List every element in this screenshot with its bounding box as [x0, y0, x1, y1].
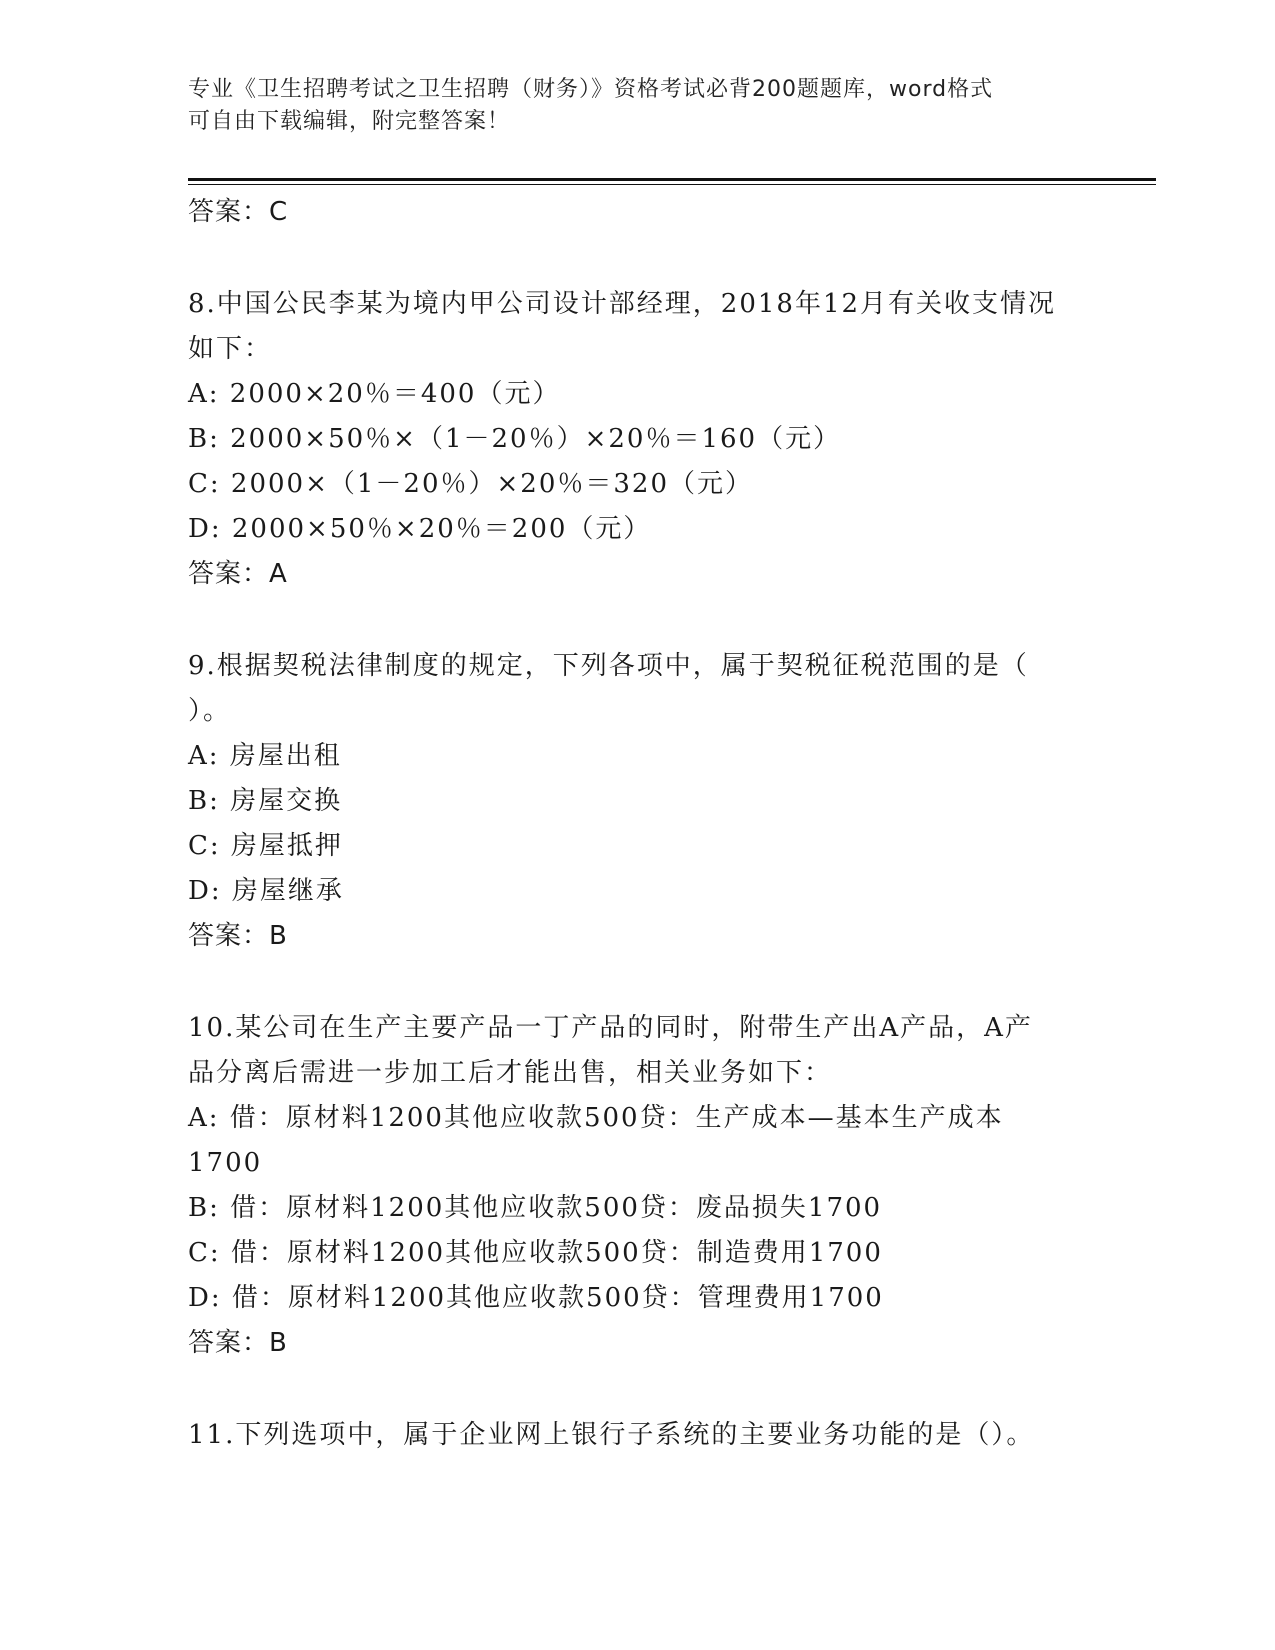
option-b: B: 房屋交换 [188, 786, 343, 816]
option-a: A: 借：原材料1200其他应收款500贷：生产成本—基本生产成本 [188, 1103, 1004, 1133]
question-10 [188, 1006, 1088, 1366]
header-divider-thick [188, 178, 1156, 181]
option-c: C: 2000×（1－20％）×20％＝320（元） [188, 469, 753, 499]
option-b: B: 借：原材料1200其他应收款500贷：废品损失1700 [188, 1193, 883, 1223]
header-title-line-2: 可自由下载编辑，附完整答案！ [188, 109, 511, 134]
spacer [188, 959, 1088, 1006]
previous-answer: 答案：C [188, 197, 289, 227]
spacer [188, 1366, 1088, 1413]
document-header [188, 74, 1088, 138]
header-title-line-1: 专业《卫生招聘考试之卫生招聘（财务）》资格考试必背200题题库，word格式 [188, 77, 994, 102]
option-d: D: 借：原材料1200其他应收款500贷：管理费用1700 [188, 1283, 884, 1313]
option-c: C: 借：原材料1200其他应收款500贷：制造费用1700 [188, 1238, 883, 1268]
answer: 答案：B [188, 921, 288, 951]
question-stem: 8.中国公民李某为境内甲公司设计部经理，2018年12月有关收支情况 [188, 289, 1057, 319]
header-divider-thin [188, 184, 1156, 185]
answer: 答案：A [188, 559, 288, 589]
option-a-continued: 1700 [188, 1148, 263, 1178]
question-stem: 11.下列选项中，属于企业网上银行子系统的主要业务功能的是（）。 [188, 1420, 1035, 1450]
option-b: B: 2000×50％×（1－20％）×20％＝160（元） [188, 424, 842, 454]
document-body [188, 190, 1088, 1458]
question-stem: 10.某公司在生产主要产品一丁产品的同时，附带生产出A产品，A产 [188, 1013, 1033, 1043]
question-9 [188, 644, 1088, 959]
question-11 [188, 1413, 1088, 1458]
option-a: A: 房屋出租 [188, 741, 342, 771]
question-stem: ）。 [188, 696, 232, 726]
spacer [188, 235, 1088, 282]
spacer [188, 597, 1088, 644]
option-a: A: 2000×20％＝400（元） [188, 379, 561, 409]
option-c: C: 房屋抵押 [188, 831, 343, 861]
answer: 答案：B [188, 1328, 288, 1358]
question-stem: 9.根据契税法律制度的规定，下列各项中，属于契税征税范围的是（ [188, 651, 1029, 681]
question-stem: 如下： [188, 334, 273, 364]
option-d: D: 房屋继承 [188, 876, 344, 906]
question-8 [188, 282, 1088, 597]
question-stem: 品分离后需进一步加工后才能出售，相关业务如下： [188, 1058, 833, 1088]
option-d: D: 2000×50％×20％＝200（元） [188, 514, 652, 544]
